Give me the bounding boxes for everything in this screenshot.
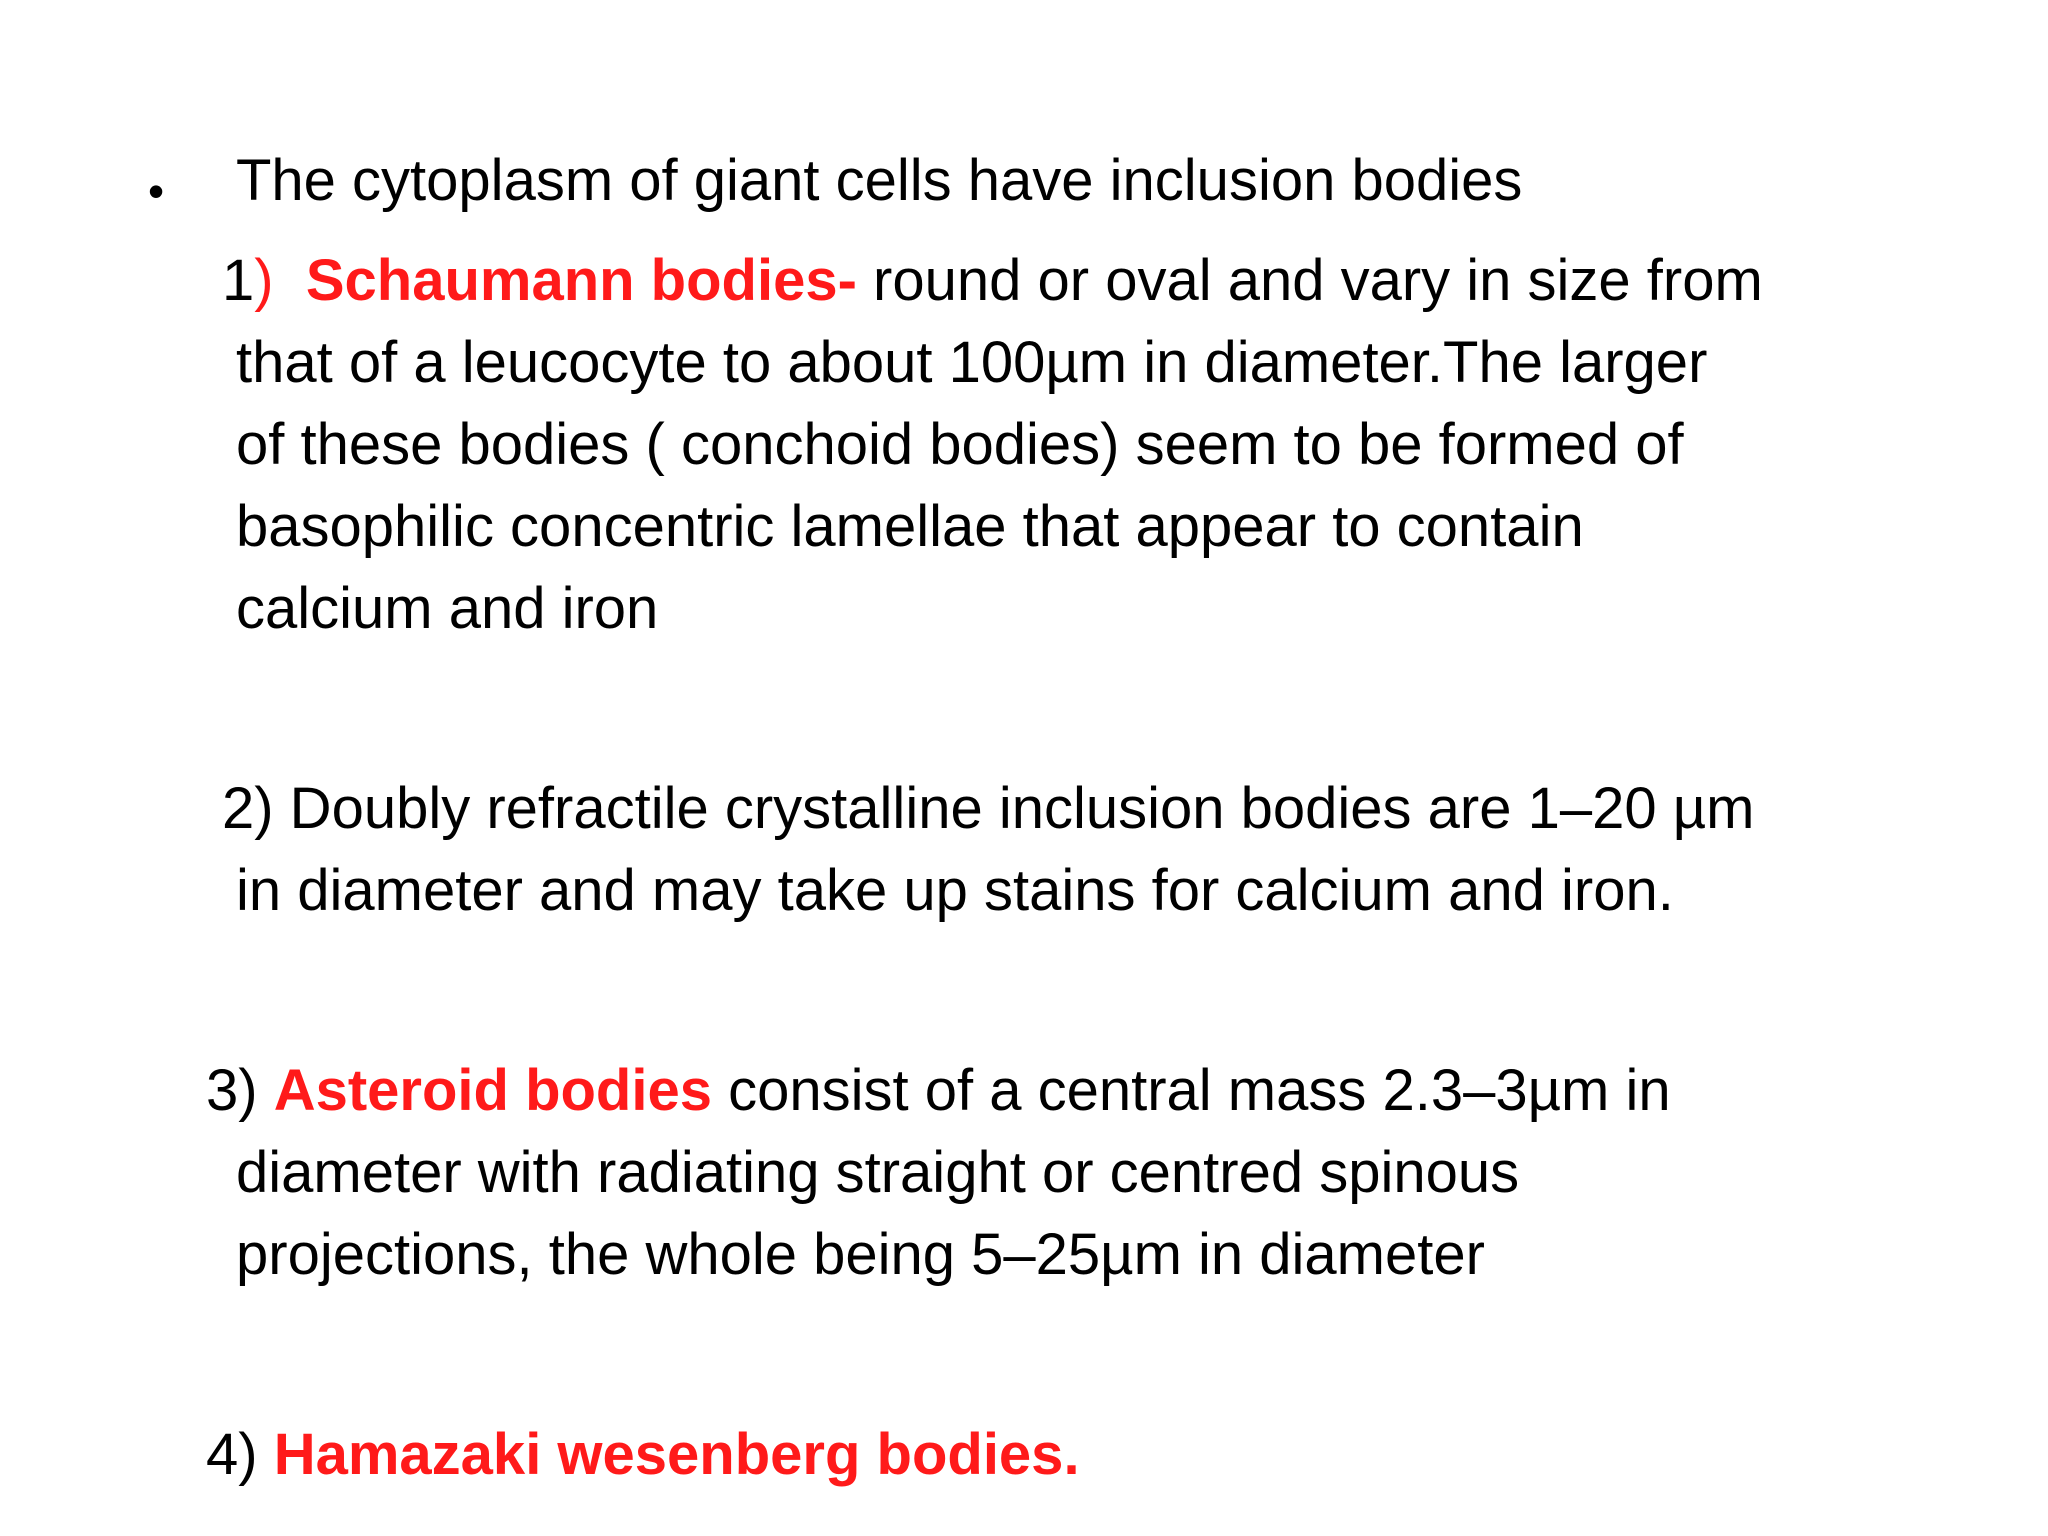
item-2-line-1: 2) Doubly refractile crystalline inclusion bodies are 1–20 µm [222,776,1755,841]
item-1-term: Schaumann bodies- [305,248,857,313]
item-1-line-3: of these bodies ( conchoid bodies) seem to be formed of [236,412,1684,477]
item-3-number: 3) [206,1058,258,1123]
item-1-text-1: round or oval and vary in size from [873,248,1763,313]
item-4-number: 4) [206,1422,258,1487]
item-3-term: Asteroid bodies [273,1058,712,1123]
item-4-term: Hamazaki wesenberg bodies. [273,1422,1080,1487]
item-3-line-1 [206,1050,1671,1132]
item-1-line-5: calcium and iron [236,576,659,641]
item-3-line-2: diameter with radiating straight or centred spinous [236,1140,1520,1205]
intro-line: The cytoplasm of giant cells have inclusion bodies [236,148,1523,213]
item-1-number: 1 [222,248,255,313]
item-3-text-1: consist of a central mass 2.3–3µm in [728,1058,1671,1123]
item-3-line-3: projections, the whole being 5–25µm in diameter [236,1222,1485,1287]
item-1-line-1 [222,240,1763,322]
bullet-marker: • [148,165,165,217]
item-2-line-2: in diameter and may take up stains for calcium and iron. [236,858,1674,923]
item-1-paren: ) [254,248,274,313]
item-1-line-4: basophilic concentric lamellae that appear to contain [236,494,1584,559]
item-1-line-2: that of a leucocyte to about 100µm in diameter.The larger [236,330,1708,395]
item-4-line-1 [206,1414,1080,1496]
